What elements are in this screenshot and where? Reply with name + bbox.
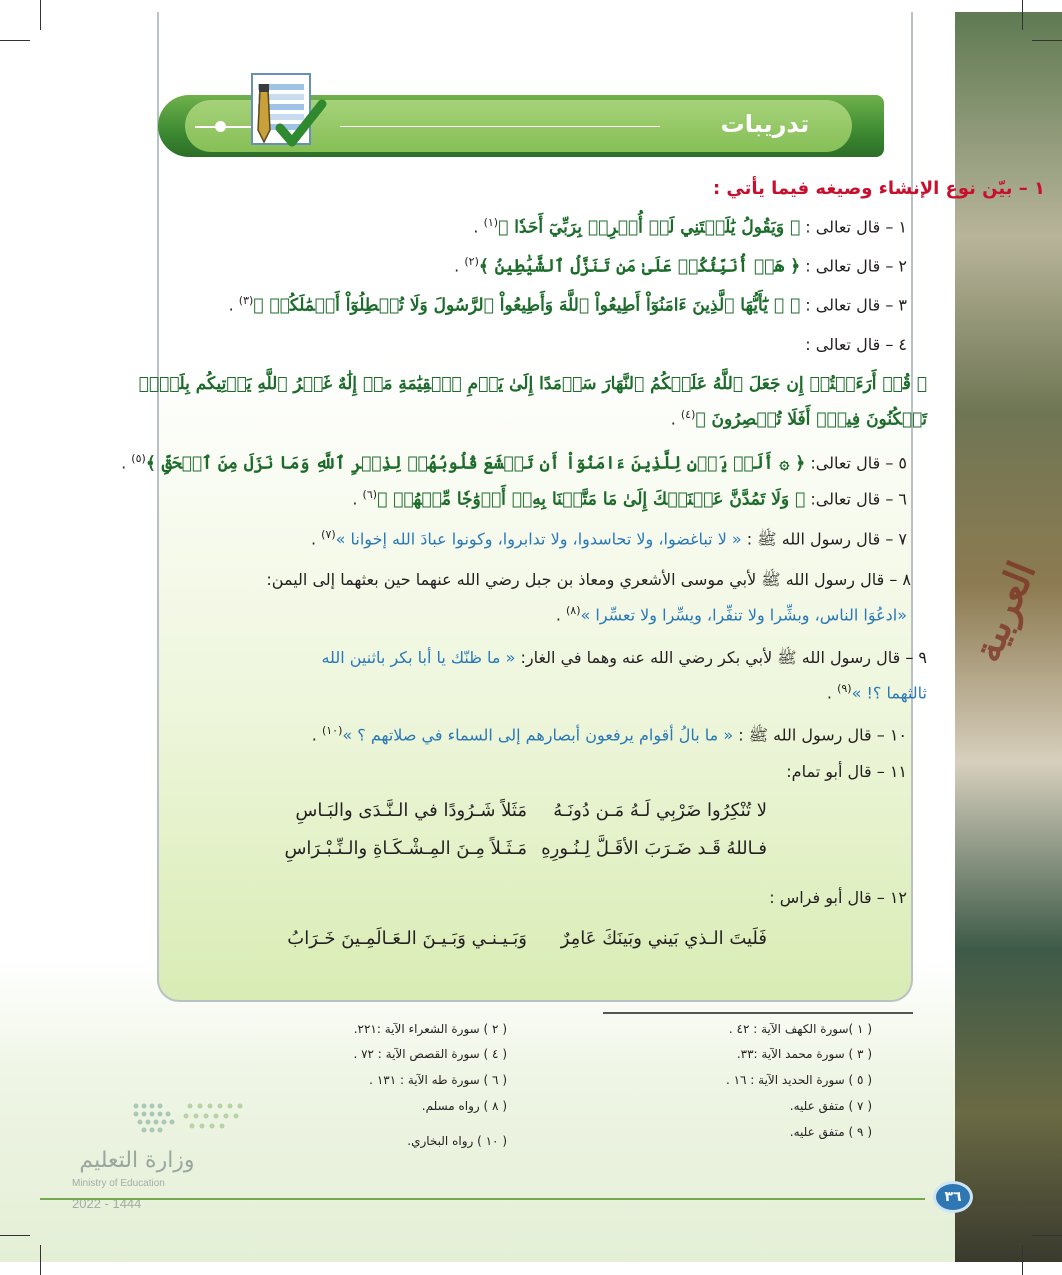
verse-quote: ﴿ هَلۡ أُنَبِّئُكُمۡ عَلَىٰ مَن تَنَزَّلُ ٱلشَّيَٰطِينُ ﴾	[478, 256, 801, 277]
hadith-quote: « ما ظنّك يا أبا بكر باثنين الله	[321, 648, 516, 667]
footnote-ref: (١)	[483, 216, 499, 229]
header-dot	[215, 121, 226, 132]
footnote: ( ٨ ) رواه مسلم.	[421, 1099, 507, 1113]
bottom-rule	[40, 1198, 925, 1200]
hadith-quote: « لا تباغضوا، ولا تحاسدوا، ولا تدابروا، وكونوا عبادَ الله إخوانا »	[335, 529, 742, 549]
item-line: ١٢ – قال أبو فراس :	[769, 888, 907, 907]
item-line: ٥ – قال تعالى: ﴿ ۞ أَلَمۡ يَأۡنِ لِلَّذِينَ ءَامَنُوٓاْ أَن تَخۡشَعَ قُلُوبُهُمۡ لِذِكۡرِ ٱللَّهِ وَمَا نَزَلَ مِنَ ٱلۡحَقِّ ﴾$^{(٥)}$ .	[121, 452, 907, 474]
item-line: ٦ – قال تعالى: ﴿ وَلَا تَمُدَّنَّ عَيۡنَيۡكَ إِلَىٰ مَا مَتَّعۡنَا بِهِۦٓ أَزۡوَٰجٗا مِّنۡهُمۡ ﴾$^{(٦)}$ .	[352, 488, 907, 510]
poem-verse-left: مَثَلاً شَـرُودًا في الـنَّـدَى والبَـاسِ	[295, 800, 527, 821]
verse-quote: ﴿ ۞ يَٰٓأَيُّهَا ٱلَّذِينَ ءَامَنُوٓاْ أَطِيعُواْ ٱللَّهَ وَأَطِيعُواْ ٱلرَّسُولَ وَلَا تُبۡطِلُوٓاْ أَعۡمَٰلَكُمۡ ﴾	[253, 295, 801, 316]
poem-verse-right: لا تُنْكِرُوا ضَرْبِي لَـهُ مَـن دُونَـهُ	[553, 800, 767, 821]
poem-verse-left: وَبَـيـنـي وَبَـيـنَ الـعَـالَمِـينَ خَـرَابُ	[287, 928, 527, 949]
header-divider	[340, 126, 660, 127]
footnote: ( ٤ ) سورة القصص الآية : ٧٢ .	[353, 1047, 507, 1061]
verse-quote: ﴿ وَلَا تَمُدَّنَّ عَيۡنَيۡكَ إِلَىٰ مَا مَتَّعۡنَا بِهِۦٓ أَزۡوَٰجٗا مِّنۡهُمۡ ﴾	[377, 489, 806, 510]
footnote-ref: (٥)	[131, 452, 146, 465]
footnote-ref: (٧)	[321, 528, 336, 541]
crop-mark	[1022, 1245, 1023, 1275]
footnote: ( ١ )سورة الكهف الآية : ٤٢ .	[728, 1022, 872, 1036]
page-number-badge: ٣٦	[933, 1181, 973, 1213]
verse-quote: ﴿ ۞ أَلَمۡ يَأۡنِ لِلَّذِينَ ءَامَنُوٓاْ أَن تَخۡشَعَ قُلُوبُهُمۡ لِذِكۡرِ ٱللَّهِ وَمَا نَزَلَ مِنَ ٱلۡحَقِّ ﴾	[145, 453, 806, 474]
hadith-quote: «ادعُوَا الناس، وبشِّرا ولا تنفِّرا، ويسِّرا ولا تعسِّرا »	[580, 605, 907, 625]
footnote: ( ٦ ) سورة طه الآية : ١٣١ .	[369, 1073, 507, 1087]
poem-verse-right: فـاللهُ قَـد ضَـرَبَ الأقَـلَّ لِـنُـورِهِ	[541, 838, 767, 859]
document-pen-check-icon	[238, 70, 330, 156]
footnote-ref: (٢)	[464, 255, 479, 268]
footnote: ( ٧ ) متفق عليه.	[789, 1099, 872, 1113]
crop-mark	[1032, 1235, 1062, 1236]
footnote: ( ٥ ) سورة الحديد الآية : ١٦ .	[725, 1073, 872, 1087]
footnote: ( ٢ ) سورة الشعراء الآية :٢٢١.	[353, 1022, 507, 1036]
ministry-logo-year: 2022 - 1444	[72, 1196, 142, 1211]
footnote: ( ٩ ) متفق عليه.	[789, 1125, 872, 1139]
verse-quote: ﴿ وَيَقُولُ يَٰلَيۡتَنِي لَمۡ أُشۡرِكۡ بِرَبِّيٓ أَحَدٗا ﴾	[498, 217, 801, 238]
ministry-logo-english: Ministry of Education	[72, 1178, 165, 1189]
item-line: ٧ – قال رسول الله ﷺ : « لا تباغضوا، ولا تحاسدوا، ولا تدابروا، وكونوا عبادَ الله إخوانا »$^{(٧)}$ .	[310, 528, 907, 549]
footnote: ( ١٠ ) رواه البخاري.	[407, 1134, 507, 1148]
side-image-text: العربية	[963, 554, 1045, 668]
poem-verse-right: فَلَيتَ الـذي بَيني وبَينَكَ عَامِرٌ	[560, 928, 767, 949]
crop-mark	[0, 1235, 30, 1236]
ministry-logo-arabic: وزارة التعليم	[79, 1148, 195, 1173]
item-line: ٢ – قال تعالى : ﴿ هَلۡ أُنَبِّئُكُمۡ عَلَىٰ مَن تَنَزَّلُ ٱلشَّيَٰطِينُ ﴾$^{(٢)}$ .	[454, 255, 907, 277]
hadith-quote: « ما بالُ أقوام يرفعون أبصارهم إلى السماء في صلاتهم ؟ »	[342, 725, 734, 745]
item-line: ٤ – قال تعالى :	[805, 335, 907, 354]
crop-mark	[40, 1245, 41, 1275]
item-line: ٣ – قال تعالى : ﴿ ۞ يَٰٓأَيُّهَا ٱلَّذِينَ ءَامَنُوٓاْ أَطِيعُواْ ٱللَّهَ وَأَطِيعُواْ ٱلرَّسُولَ وَلَا تُبۡطِلُوٓاْ أَعۡمَٰلَكُمۡ ﴾$^{(٣)}$ .	[228, 294, 907, 316]
footnote: ( ٣ ) سورة محمد الآية :٣٣.	[736, 1047, 872, 1061]
crop-mark	[1032, 40, 1062, 41]
item-line: تَسۡكُنُونَ فِيهِۚ أَفَلَا تُبۡصِرُونَ ﴾$^{(٤)}$ .	[670, 408, 927, 430]
crop-mark	[40, 0, 41, 30]
footnote-ref: (٦)	[362, 488, 378, 501]
footnote-ref: (٤)	[680, 408, 696, 421]
question-title: ١ – بيّن نوع الإنشاء وصيغه فيما يأتي :	[712, 178, 1045, 199]
item-line: ١١ – قال أبو تمام:	[786, 762, 907, 781]
verse-quote: ﴿ قُلۡ أَرَءَيۡتُمۡ إِن جَعَلَ ٱللَّهُ عَلَيۡكُمُ ٱلنَّهَارَ سَرۡمَدًا إِلَىٰ يَوۡمِ ٱلۡقِيَٰمَةِ مَنۡ إِلَٰهٌ غَيۡرُ ٱللَّهِ يَأۡتِيكُم بِلَيۡلٖ	[138, 374, 927, 394]
footnote-ref: (٨)	[565, 604, 581, 617]
item-line: ١ – قال تعالى : ﴿ وَيَقُولُ يَٰلَيۡتَنِي لَمۡ أُشۡرِكۡ بِرَبِّيٓ أَحَدٗا ﴾$^{(١)}$ .	[473, 216, 907, 238]
item-line: ٩ – قال رسول الله ﷺ لأبي بكر رضي الله عنه وهما في الغار: « ما ظنّك يا أبا بكر باثنين الله	[321, 648, 927, 667]
item-line: ٨ – قال رسول الله ﷺ لأبي موسى الأشعري ومعاذ بن جبل رضي الله عنهما حين بعثهما إلى اليمن:	[266, 570, 911, 589]
item-line: ١٠ – قال رسول الله ﷺ : « ما بالُ أقوام يرفعون أبصارهم إلى السماء في صلاتهم ؟ »$^{(١٠)}$ .	[311, 724, 907, 745]
footnote-ref: (٣)	[238, 294, 254, 307]
crop-mark	[1022, 0, 1023, 30]
crop-mark	[0, 40, 30, 41]
ministry-logo-icon	[130, 1100, 252, 1140]
footnote-ref: (٩)	[837, 682, 852, 695]
item-line: ثالثهما ؟! »$^{(٩)}$ .	[826, 682, 927, 703]
item-line: «ادعُوَا الناس، وبشِّرا ولا تنفِّرا، ويسِّرا ولا تعسِّرا »$^{(٨)}$ .	[555, 604, 907, 625]
hadith-quote: ثالثهما ؟! »	[851, 683, 927, 703]
poem-verse-left: مَـثَـلاً مِـنَ المِـشْـكَـاةِ والـنِّـبْـرَاسِ	[284, 838, 527, 859]
item-line	[139, 374, 927, 394]
exercises-title: تدريبات	[720, 110, 810, 138]
footnote-rule	[603, 1012, 913, 1014]
verse-quote: تَسۡكُنُونَ فِيهِۚ أَفَلَا تُبۡصِرُونَ ﴾	[695, 409, 927, 430]
footnote-ref: (١٠)	[321, 724, 343, 737]
